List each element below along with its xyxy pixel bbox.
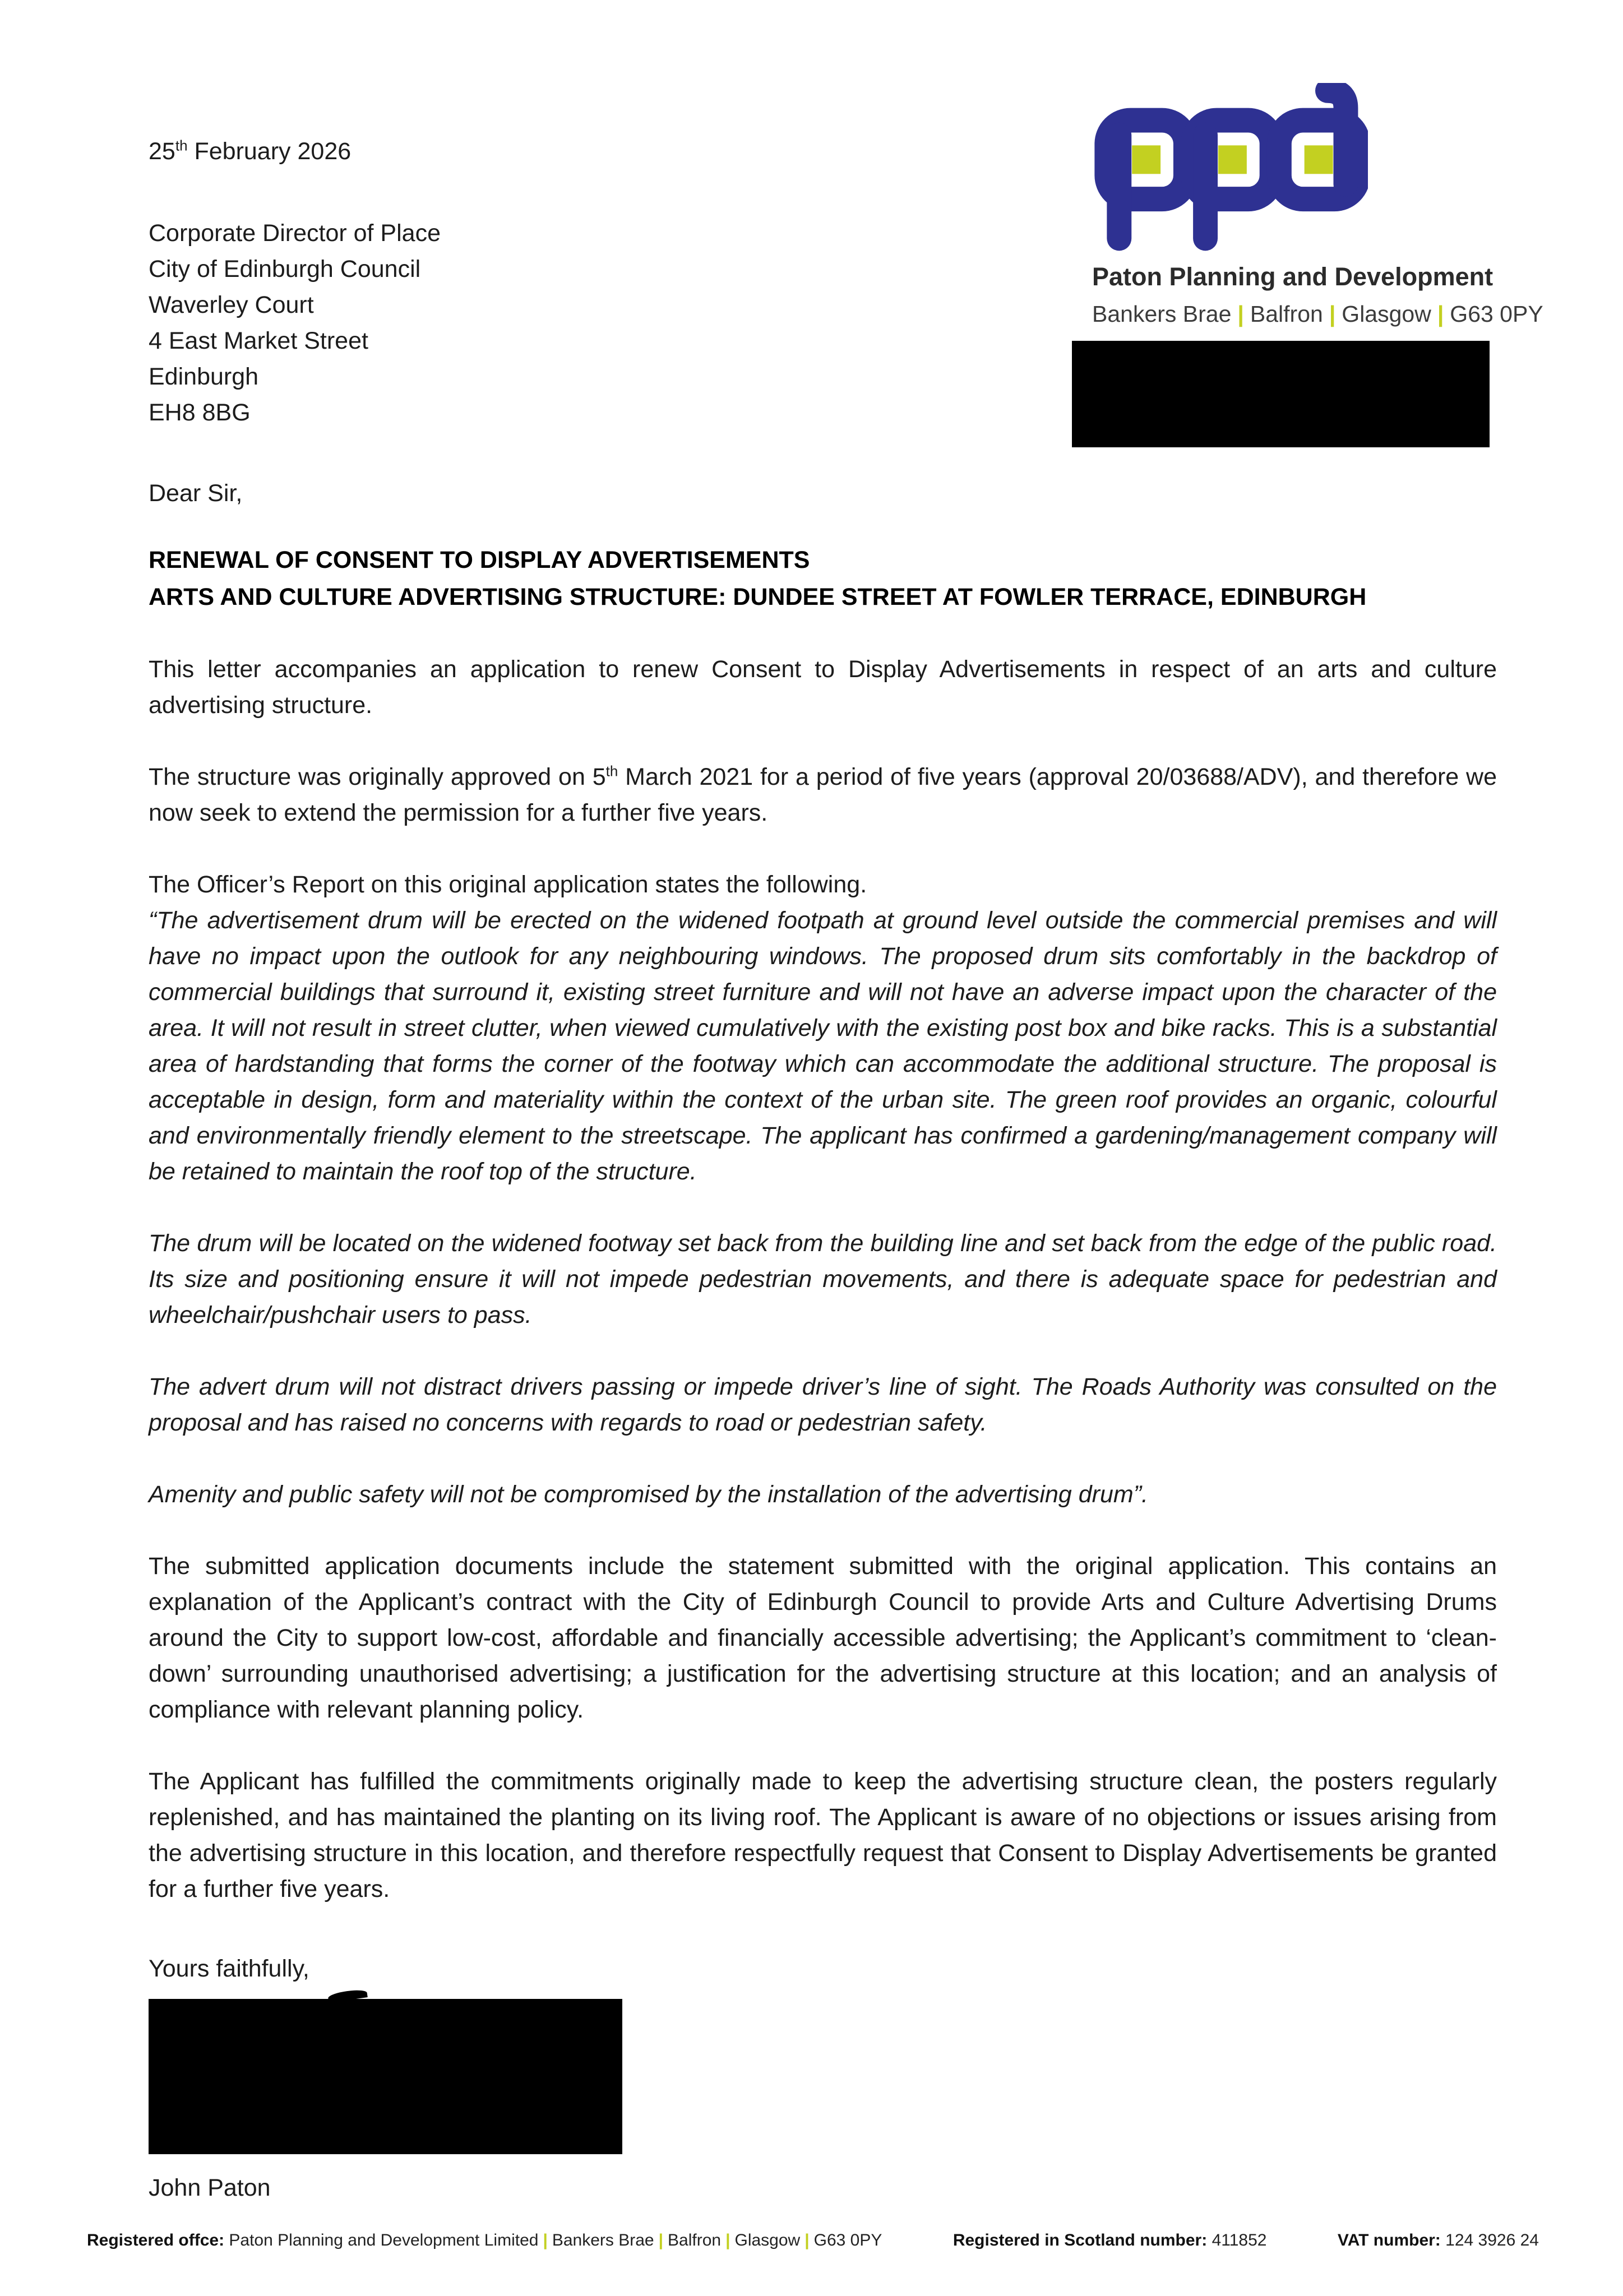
scotland-number-label: Registered in Scotland number:	[952, 2231, 1208, 2249]
brand-address-part: Glasgow	[1342, 301, 1431, 327]
vat-number-value: 124 3926 24	[1445, 2231, 1539, 2249]
footer-scotland-number	[953, 2230, 1267, 2251]
closing-phrase: Yours faithfully,	[149, 1955, 309, 1982]
approval-text-before: The structure was originally approved on 5	[149, 763, 606, 790]
salutation: Dear Sir,	[149, 480, 243, 507]
letter-date	[149, 0, 1497, 169]
separator-pipe: |	[804, 2231, 810, 2249]
recipient-line: Waverley Court	[149, 291, 314, 318]
recipient-line: 4 East Market Street	[149, 327, 368, 354]
paragraph-officer-report: The Officer’s Report on this original application states the following.	[149, 871, 867, 898]
scotland-number-value: 411852	[1212, 2231, 1267, 2249]
quote-paragraph-2: The drum will be located on the widened footway set back from the building line and set back from the edge of the public road. Its size and positioning ensure it will not impede pedestrian movements, and there is adequate space for pedestrian and wheelchair/pushchair users to pass.	[149, 1230, 1497, 1328]
recipient-address	[149, 215, 1497, 430]
footer-address-part: Glasgow	[734, 2231, 801, 2249]
separator-pipe: |	[1237, 301, 1244, 327]
separator-pipe: |	[1437, 301, 1444, 327]
footer-address-part: G63 0PY	[813, 2231, 882, 2249]
separator-pipe: |	[658, 2231, 664, 2249]
paragraph-submitted-documents: The submitted application documents include the statement submitted with the original application. This contains an explanation of the Applicant’s contract with the City of Edinburgh Council to provide Arts and Culture Advertising Drums around the City to support low-cost, affordable and financially accessible advertising; the Applicant’s commitment to ‘clean-down’ surrounding unauthorised advertising; a justification for the advertising structure at this location; and an analysis of compliance with relevant planning policy.	[149, 1553, 1497, 1723]
footer-address-part: Bankers Brae	[552, 2231, 654, 2249]
redaction-block-signature	[149, 1999, 622, 2154]
quote-paragraph-3: The advert drum will not distract drivers passing or impede driver’s line of sight. The Roads Authority was consulted on the proposal and has raised no concerns with regards to road or pedestrian safety.	[149, 1373, 1497, 1436]
footer-vat-number	[1338, 2230, 1539, 2251]
subject-heading-line-1: RENEWAL OF CONSENT TO DISPLAY ADVERTISEMENTS	[149, 547, 810, 573]
approval-text-after: March 2021 for a period of five years (approval 20/03688/ADV), and therefore we now seek to extend the permission for a further five years.	[149, 763, 1497, 826]
date-ordinal: th	[175, 137, 188, 154]
recipient-line: Corporate Director of Place	[149, 220, 441, 247]
date-rest: February 2026	[187, 138, 352, 165]
signature-ink-mark	[327, 1988, 368, 2003]
registered-office-value: Paton Planning and Development Limited	[229, 2231, 539, 2249]
recipient-line: City of Edinburgh Council	[149, 256, 421, 283]
paragraph-intro: This letter accompanies an application to renew Consent to Display Advertisements in respect of an arts and culture advertising structure.	[149, 656, 1497, 719]
approval-ordinal: th	[605, 762, 618, 780]
footer-registered-office	[87, 2230, 882, 2251]
quote-paragraph-1: “The advertisement drum will be erected on the widened footpath at ground level outside the commercial premises and will have no impact upon the outlook for any neighbouring windows. The proposed drum sits comfortably in the backdrop of commercial buildings that surround it, existing street furniture and will not have an adverse impact upon the character of the area. It will not result in street clutter, when viewed cumulatively with the existing post box and bike racks. This is a substantial area of hardstanding that forms the corner of the footway which can accommodate the additional structure. The proposal is acceptable in design, form and materiality within the context of the urban site. The green roof provides an organic, colourful and environmentally friendly element to the streetscape. The applicant has confirmed a gardening/management company will be retained to maintain the roof top of the structure.	[149, 907, 1497, 1185]
subject-heading-line-2: ARTS AND CULTURE ADVERTISING STRUCTURE: DUNDEE STREET AT FOWLER TERRACE, EDINBURGH	[149, 584, 1367, 610]
separator-pipe: |	[725, 2231, 730, 2249]
quote-paragraph-4: Amenity and public safety will not be compromised by the installation of the advertising drum”.	[149, 1481, 1148, 1508]
date-day: 25	[149, 138, 175, 165]
recipient-line: EH8 8BG	[149, 399, 251, 426]
paragraph-approval	[149, 759, 1497, 831]
brand-address-part: Bankers Brae	[1092, 301, 1232, 327]
brand-name: Paton Planning and Development	[1092, 262, 1493, 291]
registered-office-label: Registered offce:	[87, 2231, 225, 2249]
paragraph-applicant-fulfilled: The Applicant has fulfilled the commitments originally made to keep the advertising structure clean, the posters regularly replenished, and has maintained the planting on its living roof. The Applicant is aware of no objections or issues arising from the advertising structure in this location, and therefore respectfully request that Consent to Display Advertisements be granted for a further five years.	[149, 1768, 1497, 1902]
subject-heading	[149, 541, 1497, 615]
registered-office-footer	[87, 2230, 1539, 2251]
separator-pipe: |	[1329, 301, 1336, 327]
signatory-name: John Paton	[149, 2174, 271, 2201]
footer-address-part: Balfron	[668, 2231, 722, 2249]
brand-address-part: G63 0PY	[1450, 301, 1543, 327]
vat-number-label: VAT number:	[1337, 2231, 1441, 2249]
brand-address-part: Balfron	[1250, 301, 1323, 327]
separator-pipe: |	[543, 2231, 548, 2249]
recipient-line: Edinburgh	[149, 363, 259, 390]
letter-body	[149, 0, 1497, 2206]
